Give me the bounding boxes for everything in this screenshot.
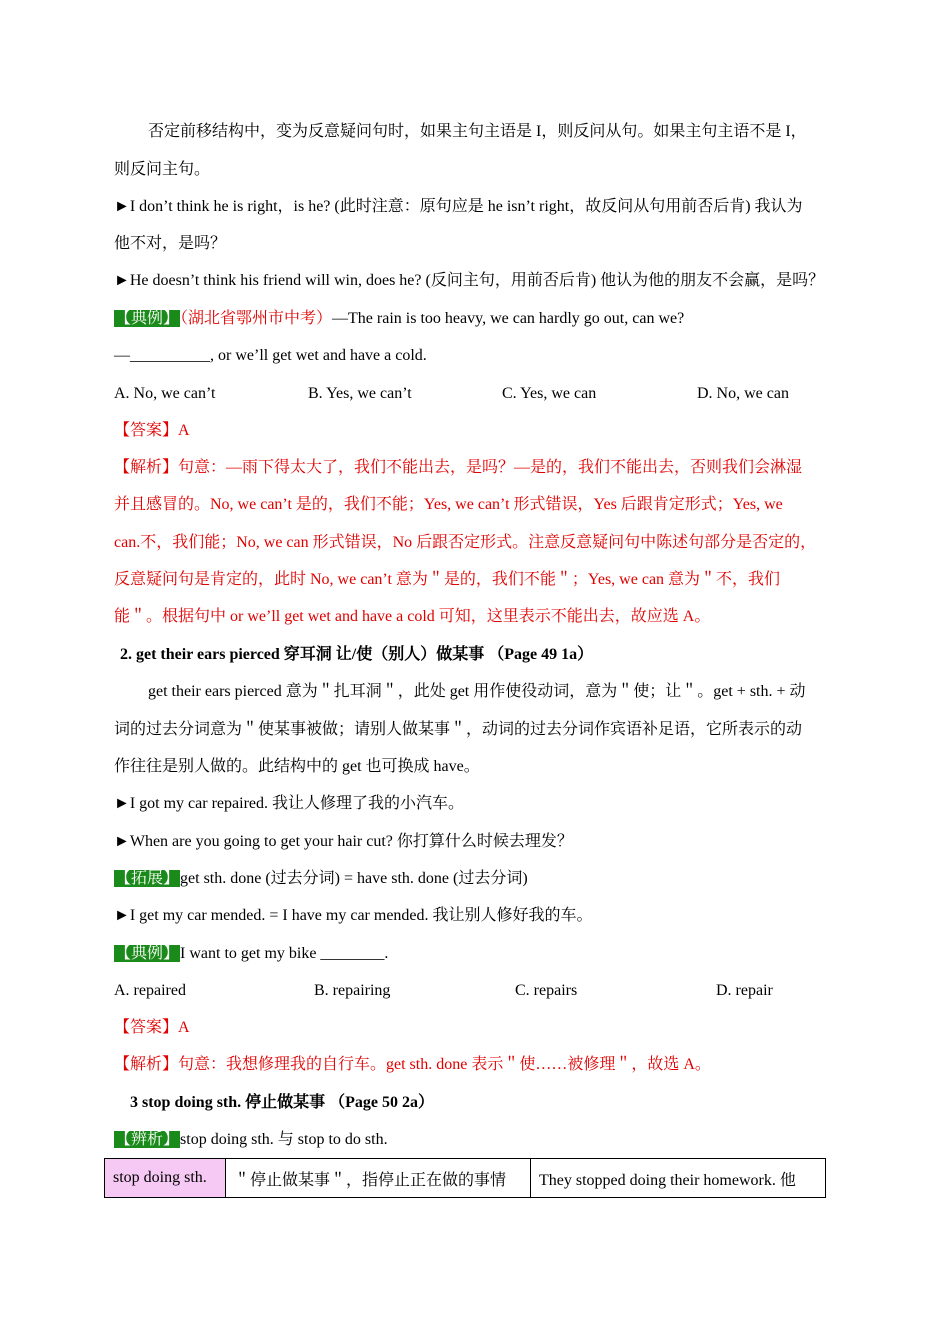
option-a: A. No, we can’t	[114, 385, 216, 402]
analysis-1-line1: 【解析】句意：—雨下得太大了，我们不能出去，是吗？—是的，我们不能出去，否则我们会淋湿	[114, 459, 803, 476]
section-3-heading: 3 stop doing sth. 停止做某事 （Page 50 2a）	[130, 1094, 435, 1111]
paragraph-intro-line1: 否定前移结构中，变为反意疑问句时，如果主句主语是 I，则反问从句。如果主句主语不是 I，	[148, 123, 807, 140]
question-text: —The rain is too heavy, we can hardly go out, can we?	[332, 310, 685, 327]
extension-tag: 【拓展】	[115, 870, 180, 887]
discrimination-line	[114, 1130, 388, 1150]
option-2a: A. repaired	[114, 982, 186, 999]
option-2c: C. repairs	[515, 982, 578, 999]
section-2-example-1: ►I got my car repaired. 我让人修理了我的小汽车。	[114, 795, 464, 812]
example-sentence-2: ►He doesn’t think his friend will win, does he? (反问主句，用前否后肯) 他认为他的朋友不会赢，是吗？	[114, 272, 825, 289]
paragraph-intro-line2: 则反问主句。	[114, 161, 211, 178]
option-2d: D. repair	[716, 982, 773, 999]
extension-text: get sth. done (过去分词) = have sth. done (过去分词)	[180, 870, 528, 887]
question-2	[114, 944, 388, 964]
answer-1: 【答案】A	[114, 422, 190, 439]
analysis-1-line5: 能＂。根据句中 or we’ll get wet and have a cold 可知，这里表示不能出去，故应选 A。	[114, 608, 711, 625]
option-b: B. Yes, we can’t	[308, 385, 412, 402]
table-row	[105, 1159, 826, 1198]
section-2-heading: 2. get their ears pierced 穿耳洞 让/使（别人）做某事 （Page 49 1a）	[120, 646, 594, 663]
answer-2: 【答案】A	[114, 1019, 190, 1036]
section-2-body-line2: 词的过去分词意为＂使某事被做；请别人做某事＂，动词的过去分词作宾语补足语，它所表示的动	[114, 721, 803, 738]
example-sentence-1: ►I don’t think he is right，is he? (此时注意：原句应是 he isn’t right，故反问从句用前否后肯) 我认为	[114, 198, 803, 215]
discrimination-text: stop doing sth. 与 stop to do sth.	[180, 1131, 388, 1148]
section-2-example-3: ►I get my car mended. = I have my car mended. 我让别人修好我的车。	[114, 907, 593, 924]
comparison-table	[104, 1158, 826, 1198]
question-source: （湖北省鄂州市中考）	[180, 310, 333, 327]
table-cell-meaning: ＂停止做某事＂，指停止正在做的事情	[226, 1159, 531, 1198]
option-c: C. Yes, we can	[502, 385, 597, 402]
section-2-body-line3: 作往往是别人做的。此结构中的 get 也可换成 have。	[114, 758, 480, 775]
example-tag-2: 【典例】	[115, 945, 180, 962]
question-1	[114, 309, 684, 329]
question-2-text: I want to get my bike ________.	[180, 945, 389, 962]
example-sentence-1-cont: 他不对，是吗？	[114, 235, 227, 252]
option-d: D. No, we can	[697, 385, 789, 402]
table-cell-example: They stopped doing their homework. 他	[531, 1159, 826, 1198]
section-2-body-line1: get their ears pierced 意为＂扎耳洞＂，此处 get 用作使役动词，意为＂使；让＂。get + sth. + 动	[148, 683, 806, 700]
analysis-2: 【解析】句意：我想修理我的自行车。get sth. done 表示＂使……被修理＂，故选 A。	[114, 1056, 711, 1073]
analysis-1-line2: 并且感冒的。No, we can’t 是的，我们不能；Yes, we can’t 形式错误，Yes 后跟肯定形式；Yes, we	[114, 496, 783, 513]
option-2b: B. repairing	[314, 982, 391, 999]
section-2-example-2: ►When are you going to get your hair cut? 你打算什么时候去理发？	[114, 833, 573, 850]
table-cell-phrase: stop doing sth.	[105, 1159, 226, 1198]
example-tag: 【典例】	[115, 310, 180, 327]
analysis-1-line4: 反意疑问句是肯定的，此时 No, we can’t 意为＂是的，我们不能＂；Yes, we can 意为＂不，我们	[114, 571, 781, 588]
analysis-1-line3: can.不，我们能；No, we can 形式错误，No 后跟否定形式。注意反意疑问句中陈述句部分是否定的，	[114, 534, 817, 551]
discrimination-tag: 【辨析】	[115, 1131, 180, 1148]
question-1-reply: —__________, or we’ll get wet and have a cold.	[114, 347, 427, 364]
extension-line	[114, 869, 528, 889]
